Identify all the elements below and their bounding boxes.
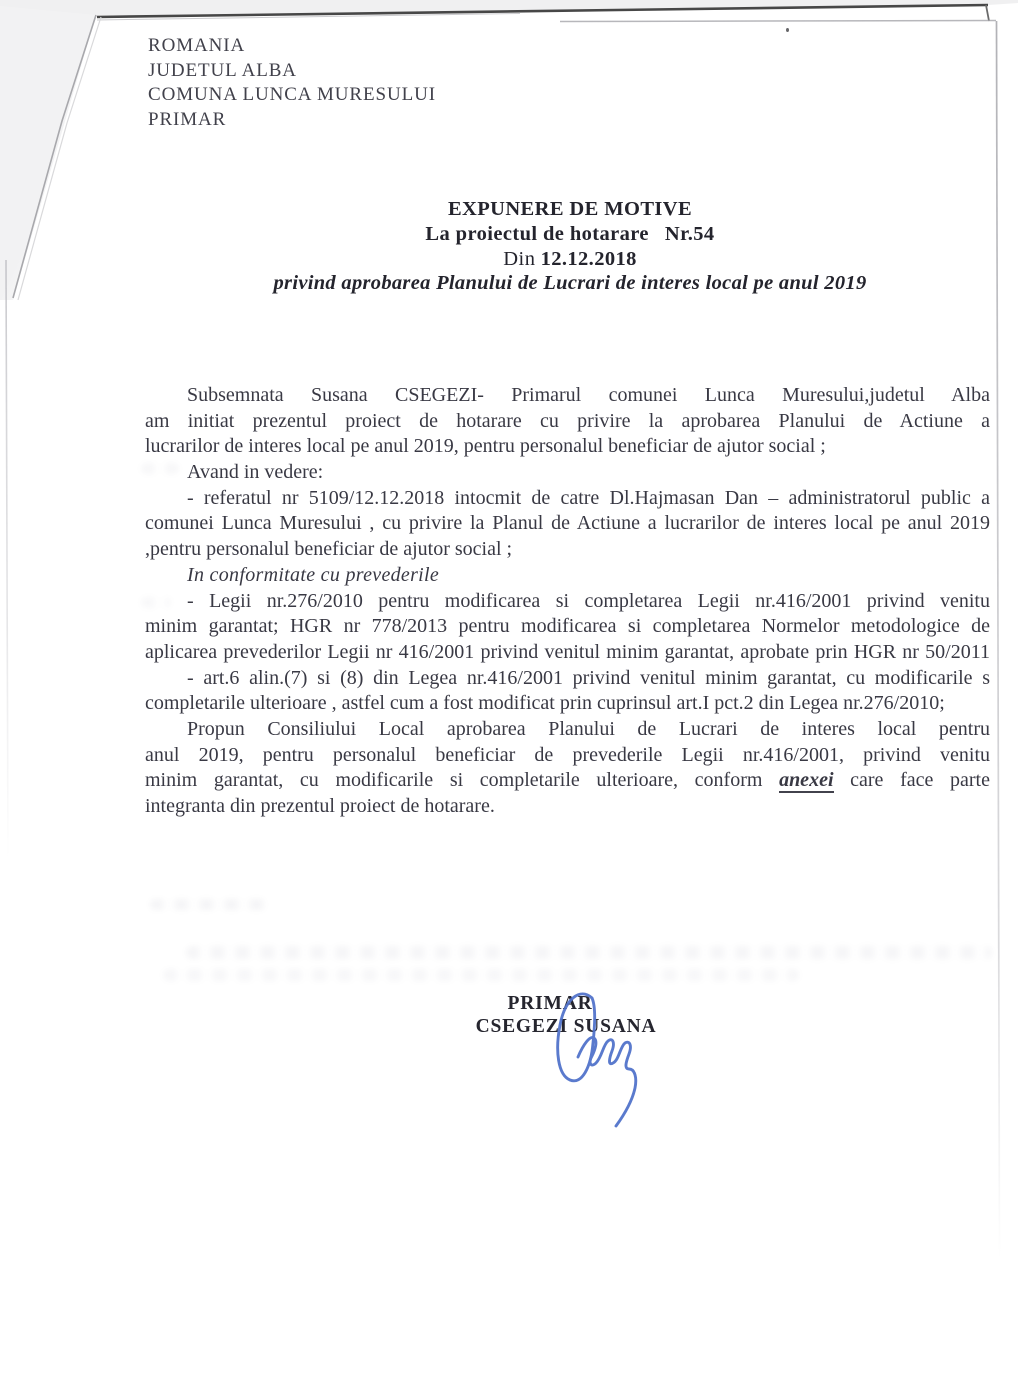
title-line-2 — [150, 222, 990, 247]
handwritten-signature-stroke — [540, 985, 670, 1135]
body-line: aplicarea prevederilor Legii nr 416/2001 privind venitul minim garantat, aprobate prin HGR nr 50/2011 — [145, 640, 990, 663]
body-paragraph — [145, 486, 990, 589]
title-line-3 — [150, 247, 990, 272]
title-subject-line: privind aprobarea Planului de Lucrari de interes local pe anul 2019 — [273, 272, 867, 295]
body-paragraph — [145, 383, 990, 486]
title-date-label: Din — [503, 247, 536, 270]
body-line: Propun Consiliului Local aprobarea Planului de Lucrari de interes local pentru — [187, 717, 990, 740]
letterhead-line: COMUNA LUNCA MURESULUI — [148, 84, 436, 105]
body-line — [145, 768, 990, 794]
body-line: anul 2019, pentru personalul beneficiar de prevederile Legii nr.416/2001, privind venitu — [145, 743, 990, 766]
body-line: - art.6 alin.(7) si (8) din Legea nr.416/2001 privind venitul minim garantat, cu modificarile s — [187, 666, 990, 689]
emphasized-term: anexei — [779, 769, 834, 792]
letterhead-line: ROMANIA — [148, 35, 246, 56]
title-line-2-text: La proiectul de hotarare — [425, 222, 649, 245]
title-project-number: Nr.54 — [664, 222, 715, 245]
body-paragraph — [145, 717, 990, 820]
title-line-1: EXPUNERE DE MOTIVE — [447, 198, 693, 220]
bleed-through-smudge — [163, 969, 799, 981]
body-line: Subsemnata Susana CSEGEZI- Primarul comunei Lunca Muresului,judetul Alba — [187, 384, 990, 406]
body-line: ,pentru personalul beneficiar de ajutor social ; — [145, 538, 513, 561]
body-paragraph — [145, 589, 990, 717]
signature-role: PRIMAR — [507, 993, 593, 1014]
body-line: integranta din prezentul proiect de hotarare. — [145, 795, 495, 817]
scan-speck — [786, 28, 789, 32]
body-line: In conformitate cu prevederile — [187, 563, 440, 586]
body-line: minim garantat; HGR nr 778/2013 pentru modificarea si completarea Normelor metodologice de — [145, 615, 990, 638]
body-line: lucrarilor de interes local pe anul 2019, pentru personalul beneficiar de ajutor social ; — [145, 435, 826, 458]
letterhead — [148, 34, 436, 132]
body-line: - Legii nr.276/2010 pentru modificarea si completarea Legii nr.416/2001 privind venitu — [187, 589, 990, 612]
page-corner-fold — [0, 0, 110, 305]
letterhead-line: JUDETUL ALBA — [148, 59, 297, 81]
scanner-background-strip — [0, 0, 1018, 18]
body-line: Avand in vedere: — [187, 461, 324, 484]
body-line: - referatul nr 5109/12.12.2018 intocmit de catre Dl.Hajmasan Dan – administratorul public a — [187, 486, 990, 509]
document-title-block — [150, 197, 990, 296]
letterhead-line: PRIMAR — [148, 108, 227, 130]
body-text-segment: minim garantat, cu modificarile si completarile ulterioare, conform — [145, 769, 780, 792]
body-line: am initiat prezentul proiect de hotarare cu privire la aprobarea Planului de Actiune a — [145, 409, 990, 432]
title-date: 12.12.2018 — [540, 247, 637, 270]
body-line: completarile ulterioare , astfel cum a fost modificat prin cuprinsul art.I pct.2 din Legea nr.276/2010; — [145, 692, 945, 715]
signature-name: CSEGEZI SUSANA — [475, 1016, 657, 1037]
bleed-through-smudge — [150, 899, 268, 910]
bleed-through-smudge — [186, 946, 992, 959]
document-body — [145, 383, 990, 820]
body-line: comunei Lunca Muresului , cu privire la Planul de Actiune a lucrarilor de interes local pe anul 2019 — [145, 512, 990, 535]
body-text-segment: care face parte — [833, 769, 990, 792]
